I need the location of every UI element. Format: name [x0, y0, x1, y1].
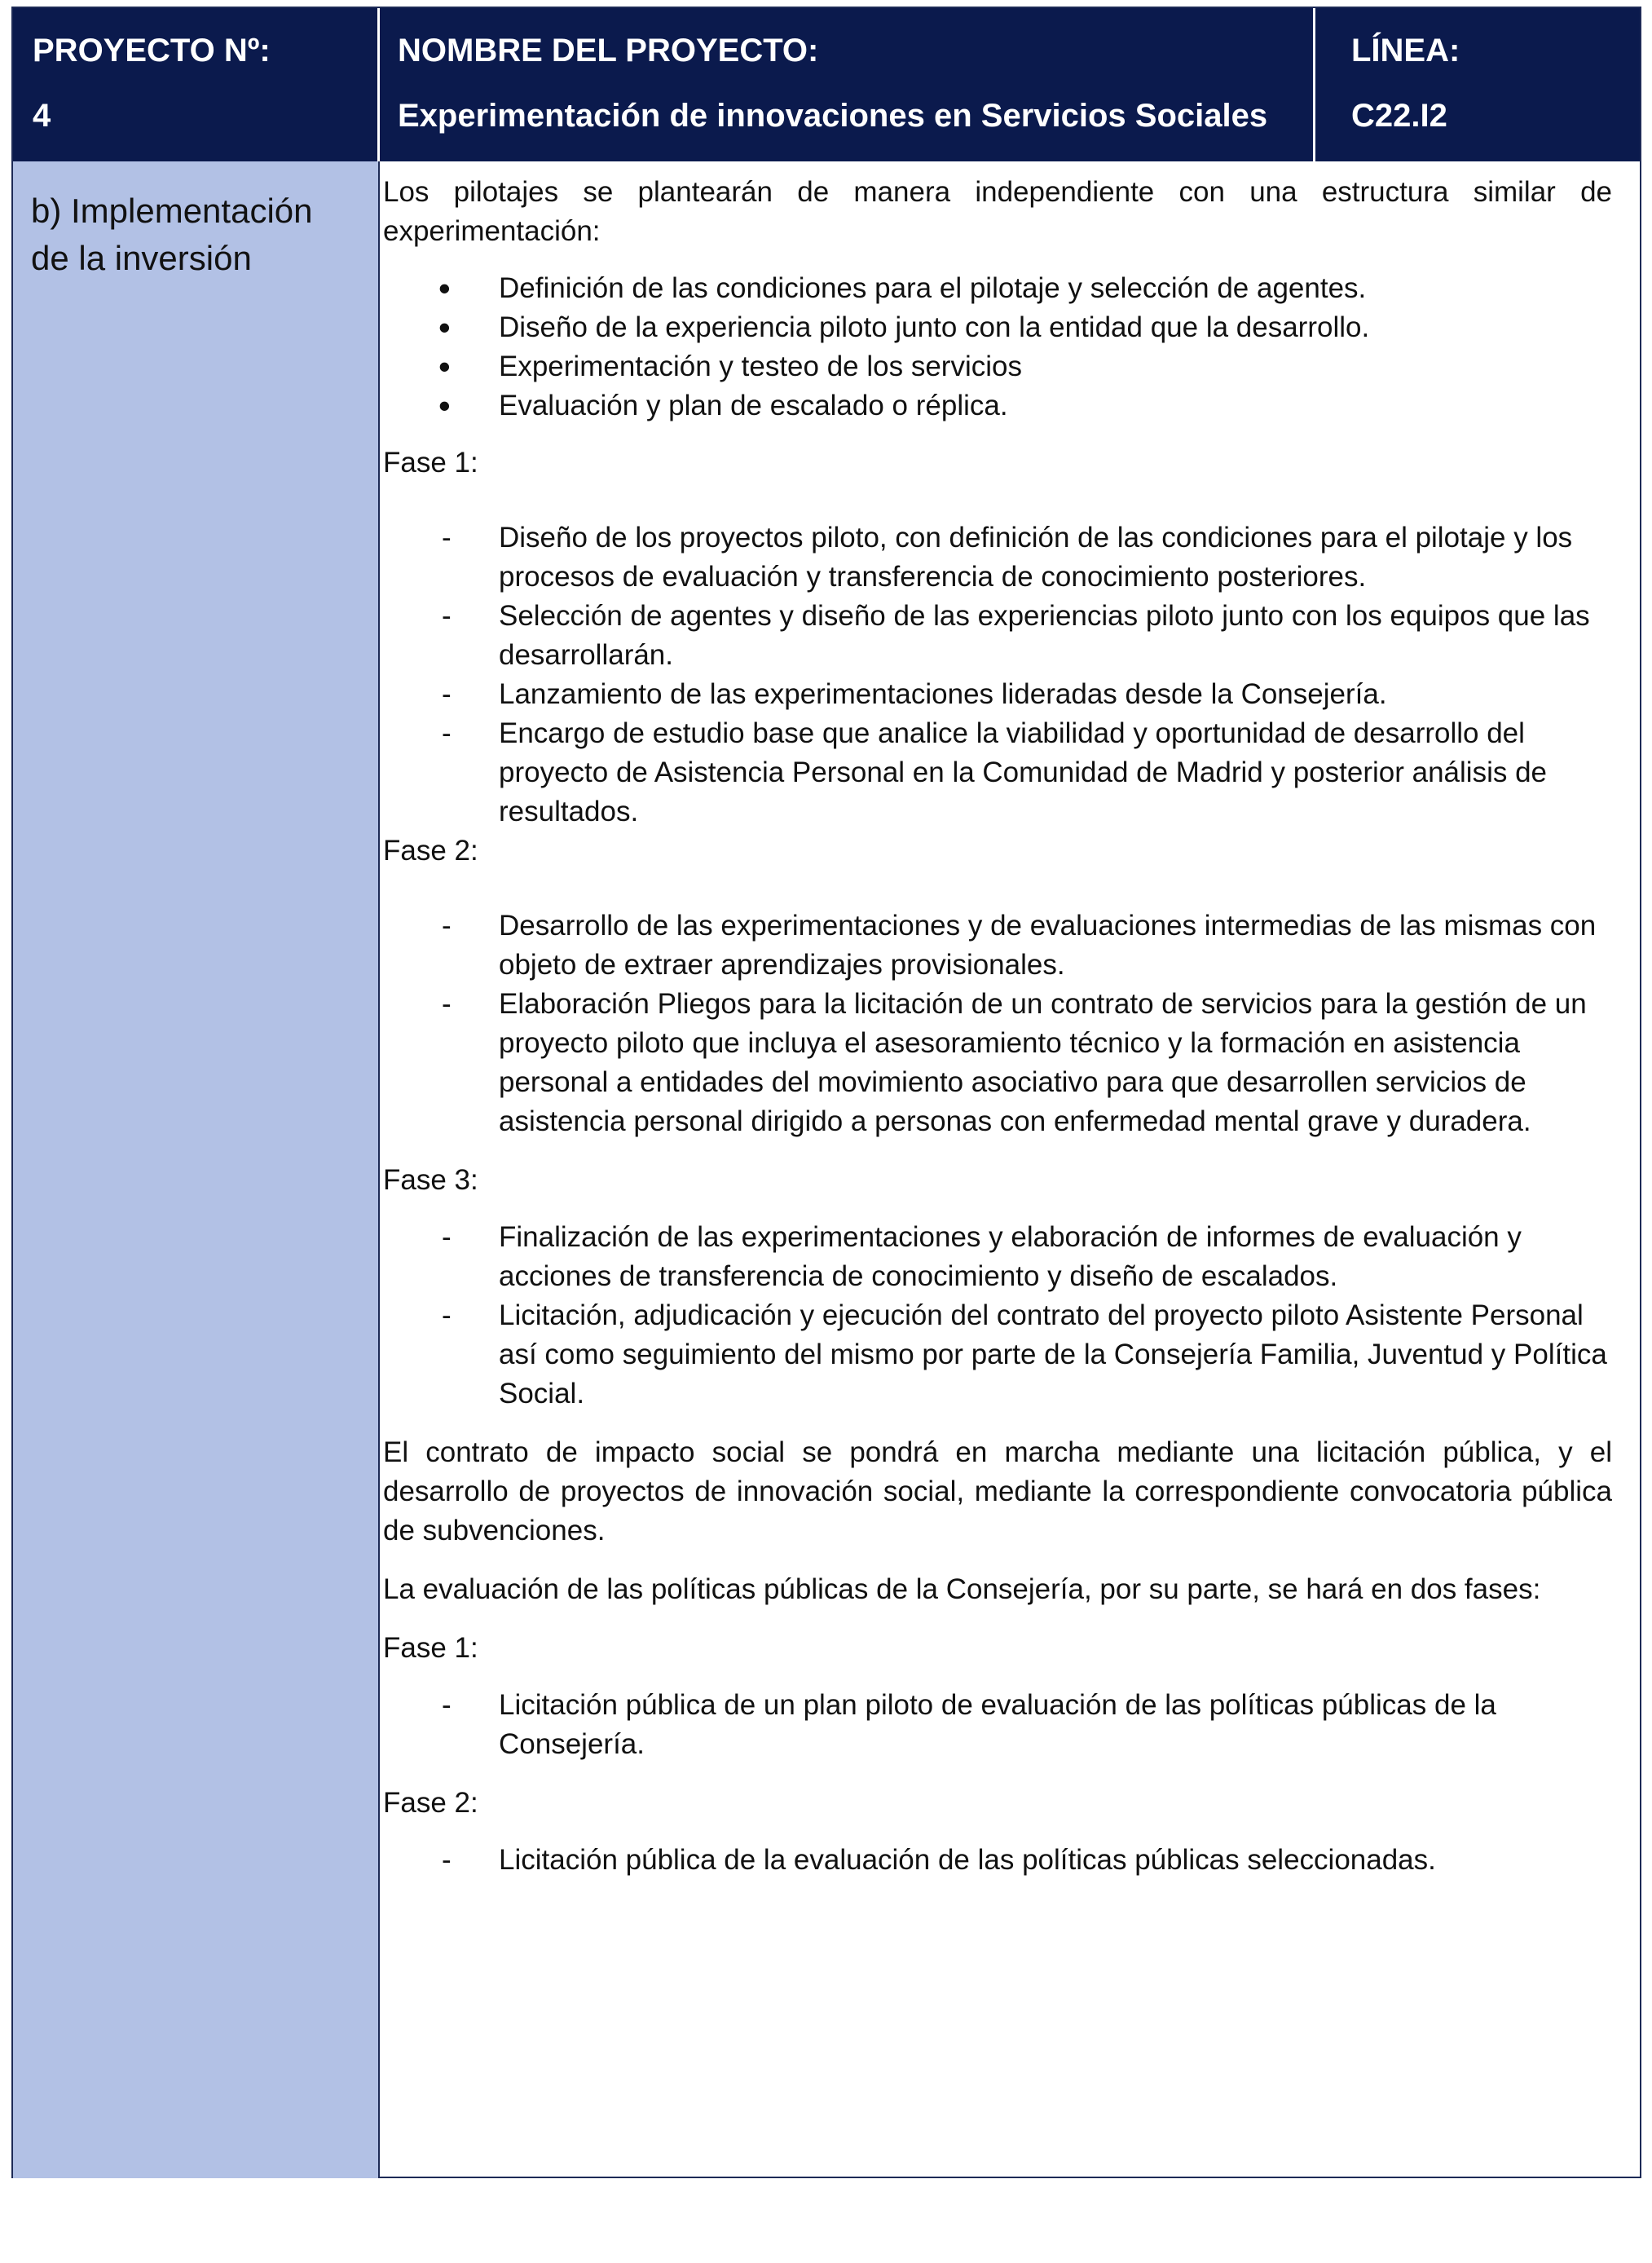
- list-item: - Encargo de estudio base que analice la viabilidad y oportunidad de desarrollo del proyecto de Asistencia Personal en la Comunidad de Madrid y posterior análisis de resultados.: [383, 714, 1612, 832]
- section-content: [383, 173, 1612, 1880]
- eval-fase1-label: Fase 1:: [383, 1632, 478, 1664]
- line-label: LÍNEA:: [1351, 33, 1460, 68]
- list-item: - Selección de agentes y diseño de las experiencias piloto junto con los equipos que las desarrollarán.: [383, 597, 1612, 675]
- list-item: - Lanzamiento de las experimentaciones lideradas desde la Consejería.: [383, 675, 1612, 714]
- list-item: - Elaboración Pliegos para la licitación de un contrato de servicios para la gestión de un proyecto piloto que incluya el asesoramiento técnico y la formación en asistencia personal a entidades del movimiento asociativo para que desarrollen servicios de asistencia personal dirigido a personas con enfermedad mental grave y duradera.: [383, 985, 1612, 1141]
- eval-fase1-list: [383, 1686, 1612, 1764]
- header-project-name: [380, 8, 1315, 161]
- fase2-label: Fase 2:: [383, 835, 478, 867]
- table-header: [13, 8, 1640, 161]
- eval-fase2-list: [383, 1841, 1612, 1880]
- section-sidebar: [13, 161, 380, 2178]
- evaluation-paragraph: La evaluación de las políticas públicas de la Consejería, por su parte, se hará en dos fases:: [383, 1573, 1541, 1605]
- list-item: - Desarrollo de las experimentaciones y de evaluaciones intermedias de las mismas con objeto de extraer aprendizajes provisionales.: [383, 907, 1612, 985]
- list-item: - Licitación, adjudicación y ejecución del contrato del proyecto piloto Asistente Personal así como seguimiento del mismo por parte de la Consejería Familia, Juventud y Política Social.: [383, 1296, 1612, 1414]
- project-number-label: PROYECTO Nº:: [33, 33, 271, 68]
- section-title: b) Implementación de la inversión: [31, 192, 313, 277]
- list-item: - Finalización de las experimentaciones y elaboración de informes de evaluación y acciones de transferencia de conocimiento y diseño de escalados.: [383, 1218, 1612, 1296]
- list-item: - Diseño de los proyectos piloto, con definición de las condiciones para el pilotaje y los procesos de evaluación y transferencia de conocimiento posteriores.: [383, 518, 1612, 597]
- header-project-number: [13, 8, 380, 161]
- fase3-label: Fase 3:: [383, 1164, 478, 1196]
- list-item: • Definición de las condiciones para el pilotaje y selección de agentes.: [383, 269, 1612, 308]
- fase1-label: Fase 1:: [383, 447, 478, 479]
- fase2-list: [383, 907, 1612, 1141]
- eval-fase2-label: Fase 2:: [383, 1787, 478, 1819]
- fase3-list: [383, 1218, 1612, 1414]
- bullet-list: [383, 269, 1612, 426]
- list-item: • Evaluación y plan de escalado o réplica.: [383, 386, 1612, 426]
- header-line: [1315, 8, 1641, 161]
- contract-paragraph: El contrato de impacto social se pondrá en marcha mediante una licitación pública, y el desarrollo de proyectos de innovación social, mediante la correspondiente convocatoria pública de subvenciones.: [383, 1436, 1612, 1546]
- intro-paragraph: Los pilotajes se plantearán de manera independiente con una estructura similar de experimentación:: [383, 176, 1612, 247]
- project-number-value: 4: [33, 98, 51, 134]
- list-item: - Licitación pública de un plan piloto de evaluación de las políticas públicas de la Consejería.: [383, 1686, 1612, 1764]
- project-name-value: Experimentación de innovaciones en Servicios Sociales: [398, 98, 1268, 134]
- list-item: • Experimentación y testeo de los servicios: [383, 347, 1612, 386]
- list-item: • Diseño de la experiencia piloto junto con la entidad que la desarrollo.: [383, 308, 1612, 347]
- project-name-label: NOMBRE DEL PROYECTO:: [398, 33, 819, 68]
- fase1-list: [383, 518, 1612, 832]
- list-item: - Licitación pública de la evaluación de las políticas públicas seleccionadas.: [383, 1841, 1612, 1880]
- line-value: C22.I2: [1351, 98, 1447, 134]
